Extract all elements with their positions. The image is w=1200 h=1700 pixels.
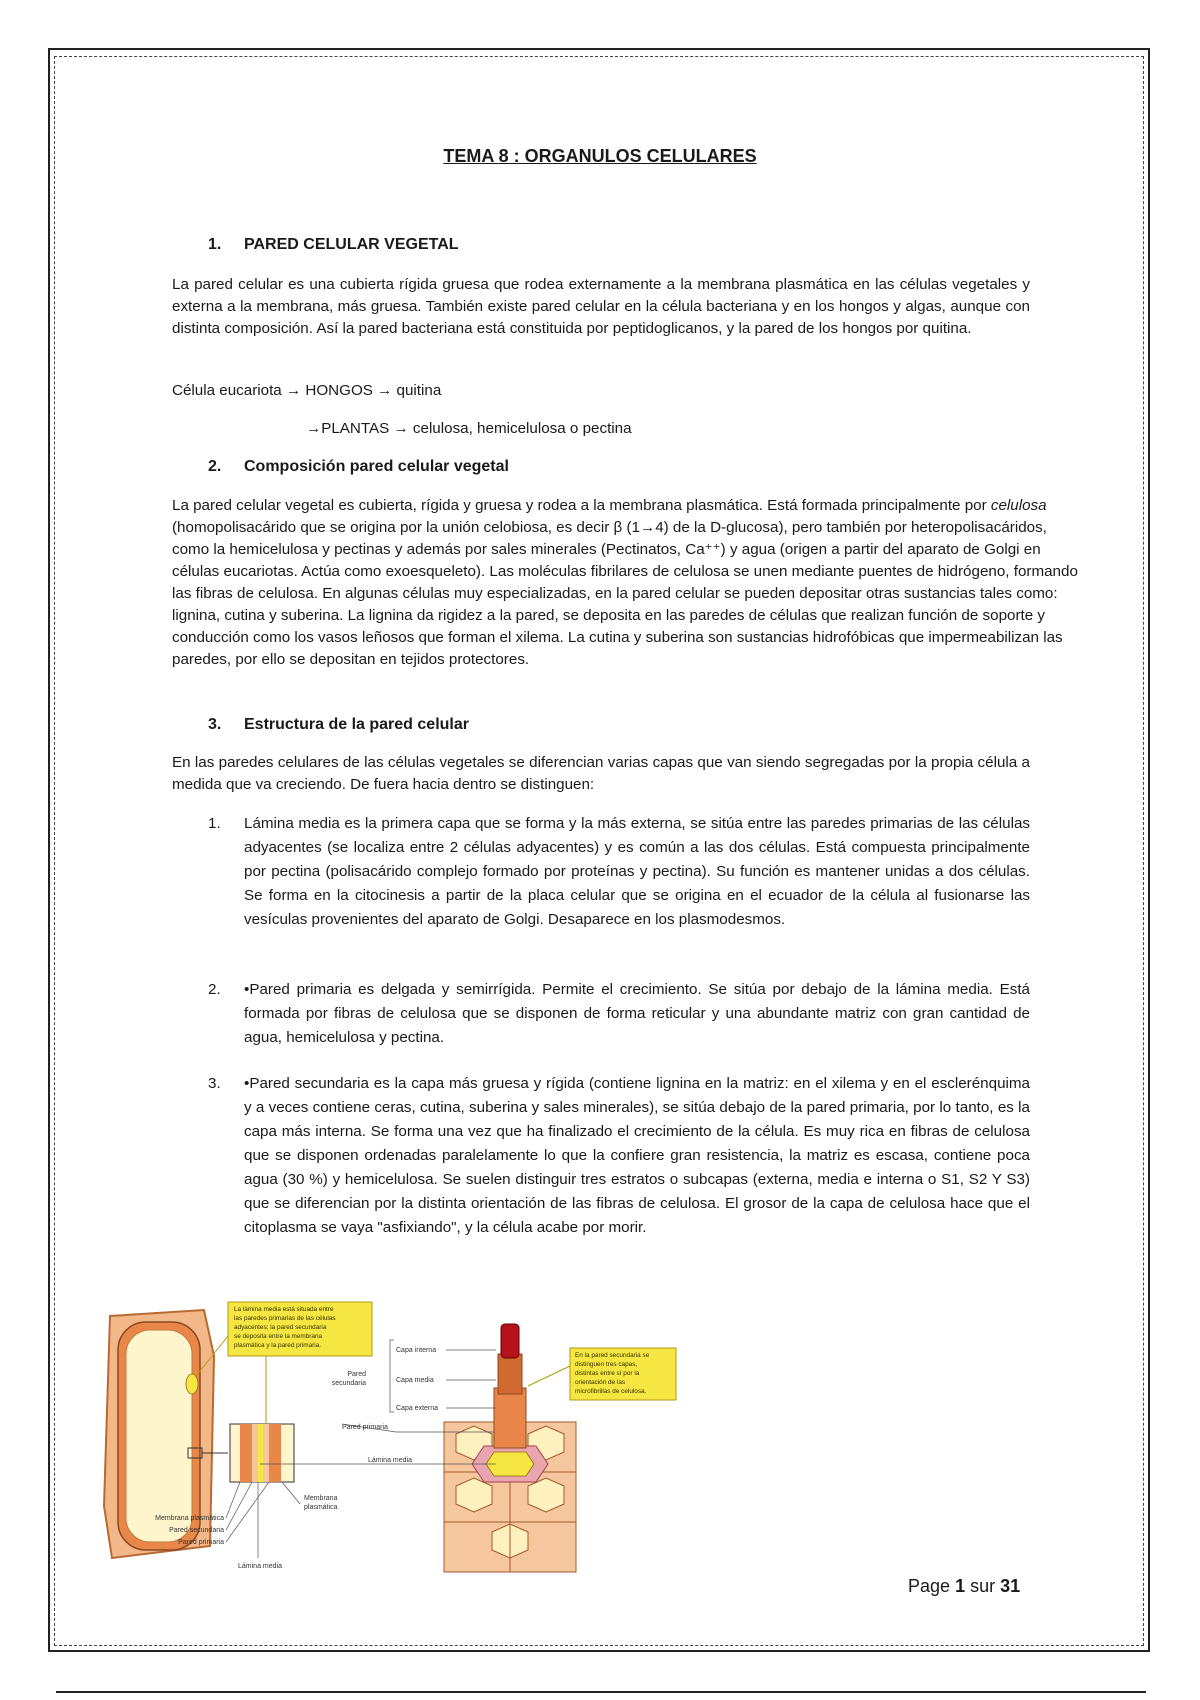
label-capa-media: Capa media	[396, 1377, 434, 1384]
list-item-number: 3.	[208, 1075, 221, 1092]
list-item-number: 1.	[208, 815, 221, 832]
section-2-paragraph-celulosa: celulosa	[990, 497, 1047, 514]
section-3-number: 3.	[208, 716, 222, 733]
section-2-number: 2.	[208, 458, 222, 475]
list-item-number: 2.	[208, 981, 221, 998]
callout-left-line-1: La lámina media está situada entre	[234, 1306, 334, 1313]
page-total: 31	[1000, 1576, 1021, 1596]
document-title: TEMA 8 : ORGANULOS CELULARES	[443, 146, 757, 166]
callout-left-line-4: se deposita entre la membrana	[234, 1333, 323, 1340]
label-pared-primaria: Pared primaria	[342, 1424, 388, 1431]
callout-left-line-5: plasmática y la pared primaria.	[234, 1342, 322, 1349]
label-left-membrana: Membrana plasmática	[155, 1515, 224, 1522]
label-membrana-a: Membrana	[304, 1495, 338, 1502]
callout-right-line-2: distinguen tres capas,	[575, 1361, 638, 1368]
label-capa-externa: Capa externa	[396, 1405, 439, 1412]
label-membrana-b: plasmática	[304, 1504, 338, 1511]
list-item-text: Lámina media es la primera capa que se forma y la más externa, se sitúa entre las paredes primarias de las células adyacentes (se localiza entre 2 células adyacentes) y es común a las dos células. Está compuesta principalmente por pectina (polisacárido complejo formado por proteínas y pectina). Su función es mantener unidas a dos células. Se forma en la citocinesis a partir de la placa celular que se origina en el ecuador de la célula al fusionarse las vesículas provenientes del aparato de Golgi. Desaparece en los plasmodesmos.	[244, 815, 1030, 928]
label-capa-interna: Capa interna	[396, 1347, 437, 1354]
callout-right-line-5: microfibrillas de celulosa.	[575, 1388, 647, 1395]
section-1-line-hongos: Célula eucariota → HONGOS → quitina	[172, 382, 442, 399]
label-pared-secundaria-a: Pared	[347, 1371, 366, 1378]
section-3-title: Estructura de la pared celular	[244, 716, 469, 733]
page-sep: sur	[970, 1576, 996, 1596]
section-1-number: 1.	[208, 236, 222, 253]
cell-wall-figure	[96, 1296, 746, 1586]
page-current: 1	[955, 1576, 966, 1596]
section-3-heading	[208, 716, 469, 734]
callout-left-line-3: adyacentes; la pared secundaria	[234, 1324, 327, 1331]
wall-3d-block	[444, 1324, 576, 1572]
section-2-title: Composición pared celular vegetal	[244, 458, 509, 475]
callout-lamina-media	[196, 1302, 372, 1424]
callout-left-line-2: las paredes primarias de las células	[234, 1315, 336, 1322]
label-pared-secundaria-b: secundaria	[331, 1380, 366, 1387]
callout-right-line-1: En la pared secundaria se	[575, 1352, 650, 1359]
page-number	[908, 1576, 1020, 1597]
section-1-line-plantas: →PLANTAS → celulosa, hemicelulosa o pectina	[306, 420, 632, 437]
list-item-text: •Pared primaria es delgada y semirrígida. Permite el crecimiento. Se sitúa por debajo de la lámina media. Está formada por fibras de celulosa que se disponen de forma reticular y una abundante matriz con gran cantidad de agua, hemicelulosa y pectina.	[244, 981, 1030, 1046]
section-1-title: PARED CELULAR VEGETAL	[244, 236, 459, 253]
section-2-paragraph-rest: (homopolisacárido que se origina por la unión celobiosa, es decir β (1→4) de la D-glucosa), pero también por heteropolisacáridos, como la hemicelulosa y pectinas y además por sales minerales (Pectinatos, Ca⁺⁺) y agua (origen a partir del aparato de Golgi en células eucariotas. Actúa como exoesqueleto). Las moléculas fibrilares de celulosa se unen mediante puentes de hidrógeno, formando las fibras de celulosa. En algunas células muy especializadas, en la pared celular se pueden depositar otras sustancias tales como: lignina, cutina y suberina. La lignina da rigidez a la pared, se deposita en las paredes de células que realizan función de soporte y conducción como los vasos leñosos que forman el xilema. La cutina y suberina son sustancias hidrofóbicas que impermeabilizan las paredes, por ello se depositan en tejidos protectores.	[172, 519, 1078, 668]
page-word: Page	[908, 1576, 951, 1596]
callout-right-line-3: distintas entre sí por la	[575, 1370, 640, 1377]
section-2-paragraph	[172, 495, 1080, 671]
section-1-paragraph: La pared celular es una cubierta rígida gruesa que rodea externamente a la membrana plasmática en las células vegetales y externa a la membrana, más gruesa. También existe pared celular en la célula bacteriana y en los hongos y algas, aunque con distinta composición. Así la pared bacteriana está constituida por peptidoglicanos, y la pared de los hongos por quitina.	[172, 276, 1030, 337]
label-lamina-media: Lámina media	[368, 1457, 412, 1464]
section-2-heading	[208, 458, 509, 476]
section-3-paragraph: En las paredes celulares de las células vegetales se diferencian varias capas que van siendo segregadas por la propia célula a medida que va creciendo. De fuera hacia dentro se distinguen:	[172, 754, 1030, 793]
wall-layers-zoom	[230, 1424, 294, 1482]
list-item-text: •Pared secundaria es la capa más gruesa y rígida (contiene lignina en la matriz: en el xilema y en el esclerénquima y a veces contiene ceras, cutina, suberina y sales minerales), se sitúa debajo de la pared primaria, por lo tanto, es la capa más interna. Se forma una vez que ha finalizado el crecimiento de la célula. Es muy rica en fibras de celulosa que se disponen ordenadas paralelamente lo que la confiere gran resistencia, la matriz es escasa, contiene poca agua (30 %) y hemicelulosa. Se suelen distinguir tres estratos o subcapas (externa, media e interna o S1, S2 Y S3) que se diferencian por la distinta orientación de las fibras de celulosa. El grosor de la capa de celulosa hace que el citoplasma se vaya "asfixiando", y la célula acabe por morir.	[244, 1075, 1030, 1236]
callout-right-line-4: orientación de las	[575, 1379, 626, 1386]
section-1-heading	[208, 236, 459, 254]
label-left-pared-secundaria: Pared secundaria	[169, 1527, 224, 1534]
label-left-pared-primaria: Pared primaria	[178, 1539, 224, 1546]
label-bottom-lamina-media: Lámina media	[238, 1563, 282, 1570]
callout-pared-secundaria	[528, 1348, 676, 1400]
bottom-rule	[56, 1691, 1146, 1693]
section-2-paragraph-start: La pared celular vegetal es cubierta, rígida y gruesa y rodea a la membrana plasmática. Está formada principalmente por	[172, 497, 991, 514]
